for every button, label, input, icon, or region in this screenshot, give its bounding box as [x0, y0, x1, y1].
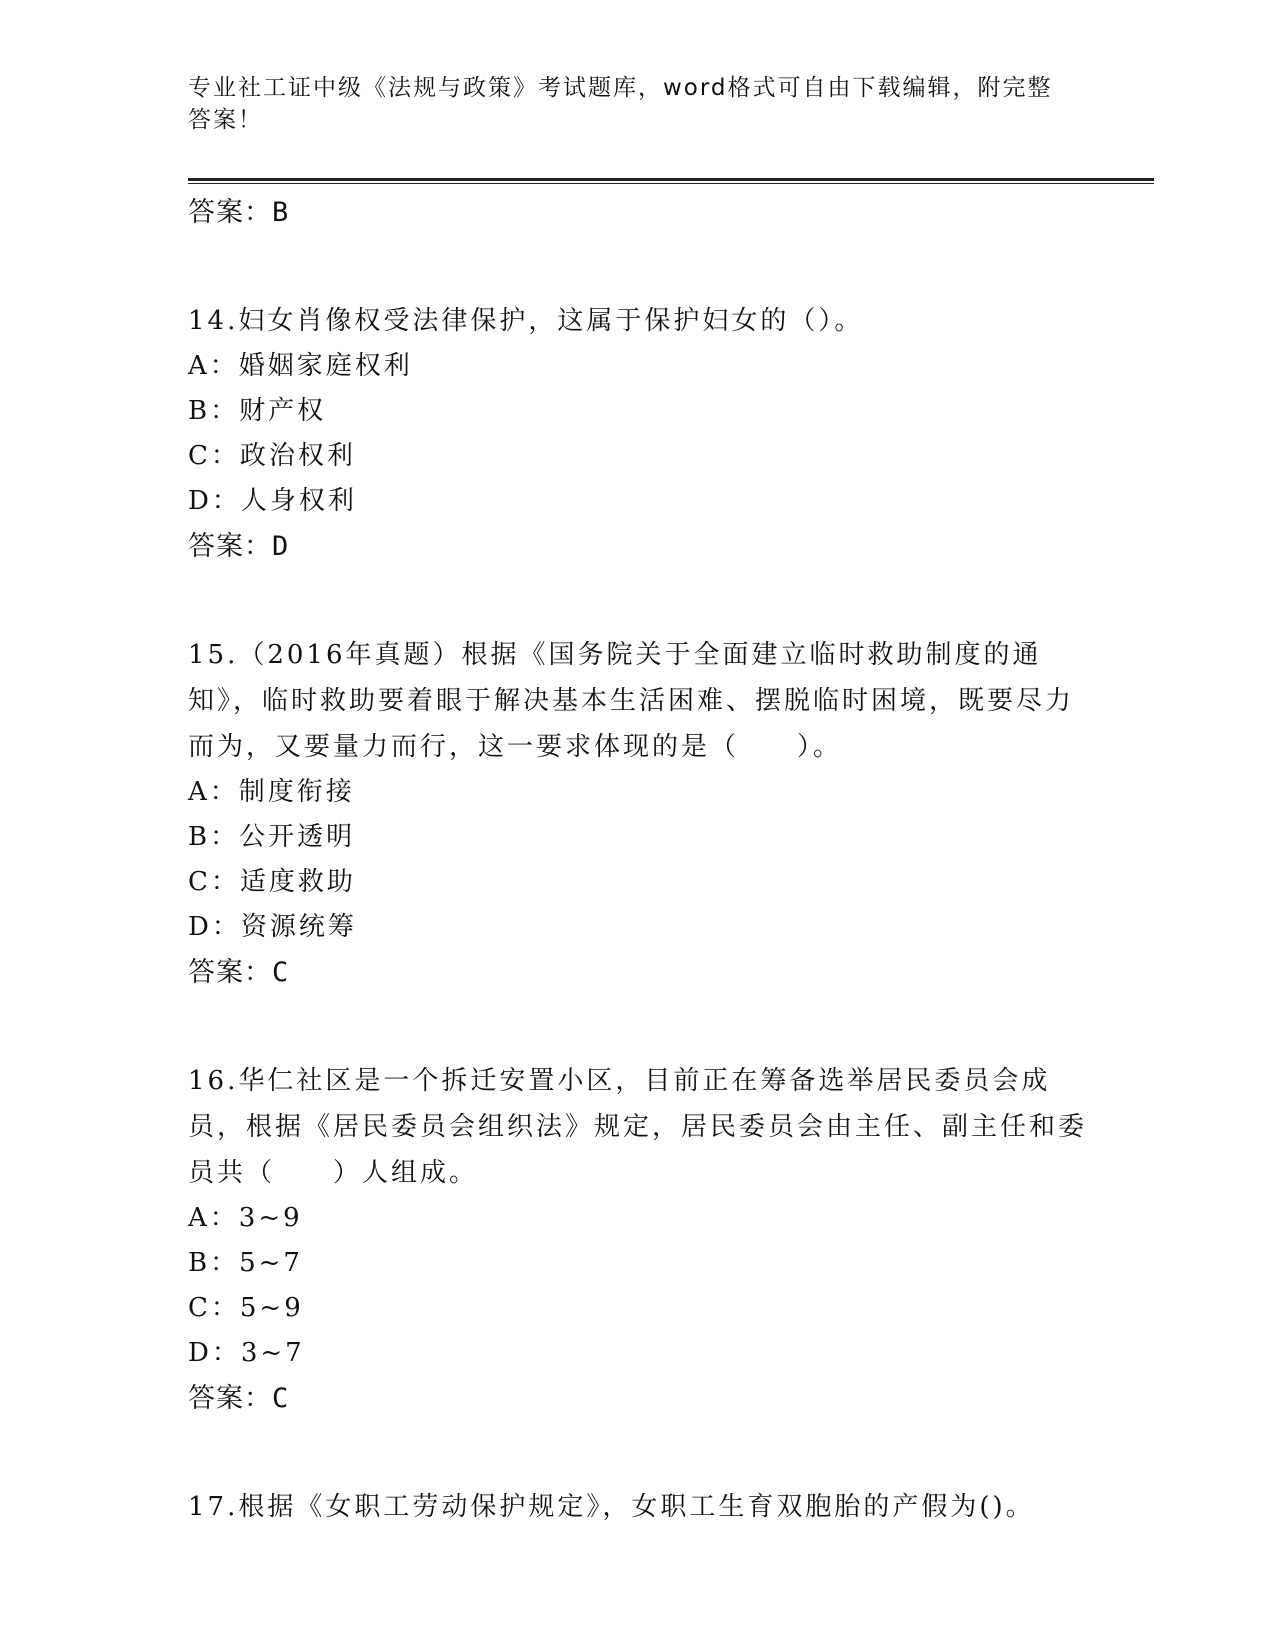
answer-label: 答案： [188, 1383, 272, 1414]
question-block-17 [188, 1484, 1088, 1530]
answer-label: 答案： [188, 957, 272, 988]
option-c: C：5~9 [188, 1293, 304, 1323]
question-text: 14.妇女肖像权受法律保护，这属于保护妇女的（）。 [188, 306, 864, 336]
answer-line [188, 524, 1088, 570]
option-d: D：资源统筹 [188, 912, 357, 942]
question-text: 17.根据《女职工劳动保护规定》，女职工生育双胞胎的产假为()。 [188, 1492, 1035, 1522]
header-divider-thin [188, 183, 1154, 184]
answer-label: 答案： [188, 197, 272, 228]
answer-value: D [272, 531, 290, 562]
option-a: A：制度衔接 [188, 777, 355, 807]
answer-value: C [272, 957, 290, 988]
answer-line [188, 1376, 1088, 1422]
option-a: A：婚姻家庭权利 [188, 351, 413, 381]
option-b: B：5~7 [188, 1248, 303, 1278]
header-divider-thick [188, 178, 1154, 181]
answer-label: 答案： [188, 531, 272, 562]
option-c: C：适度救助 [188, 867, 356, 897]
option-c: C：政治权利 [188, 441, 356, 471]
question-block-16 [188, 1058, 1088, 1422]
option-d: D：人身权利 [188, 486, 357, 516]
question-block-14 [188, 298, 1088, 570]
option-b: B：财产权 [188, 396, 327, 426]
answer-value: C [272, 1383, 290, 1414]
question-block-15 [188, 632, 1088, 996]
question-text: 15.（2016年真题）根据《国务院关于全面建立临时救助制度的通知》，临时救助要着眼于解决基本生活困难、摆脱临时困境，既要尽力而为，又要量力而行，这一要求体现的是（ ）。 [188, 640, 1075, 762]
answer-value: B [272, 197, 290, 228]
answer-line [188, 950, 1088, 996]
option-b: B：公开透明 [188, 822, 356, 852]
option-a: A：3~9 [188, 1203, 303, 1233]
answer-line [188, 190, 1088, 236]
option-d: D：3~7 [188, 1338, 305, 1368]
question-text: 16.华仁社区是一个拆迁安置小区，目前正在筹备选举居民委员会成员，根据《居民委员会组织法》规定，居民委员会由主任、副主任和委员共（ ）人组成。 [188, 1066, 1088, 1188]
page-header-text: 专业社工证中级《法规与政策》考试题库，word格式可自由下载编辑，附完整答案！ [188, 75, 1053, 133]
question-body [188, 190, 1088, 1530]
